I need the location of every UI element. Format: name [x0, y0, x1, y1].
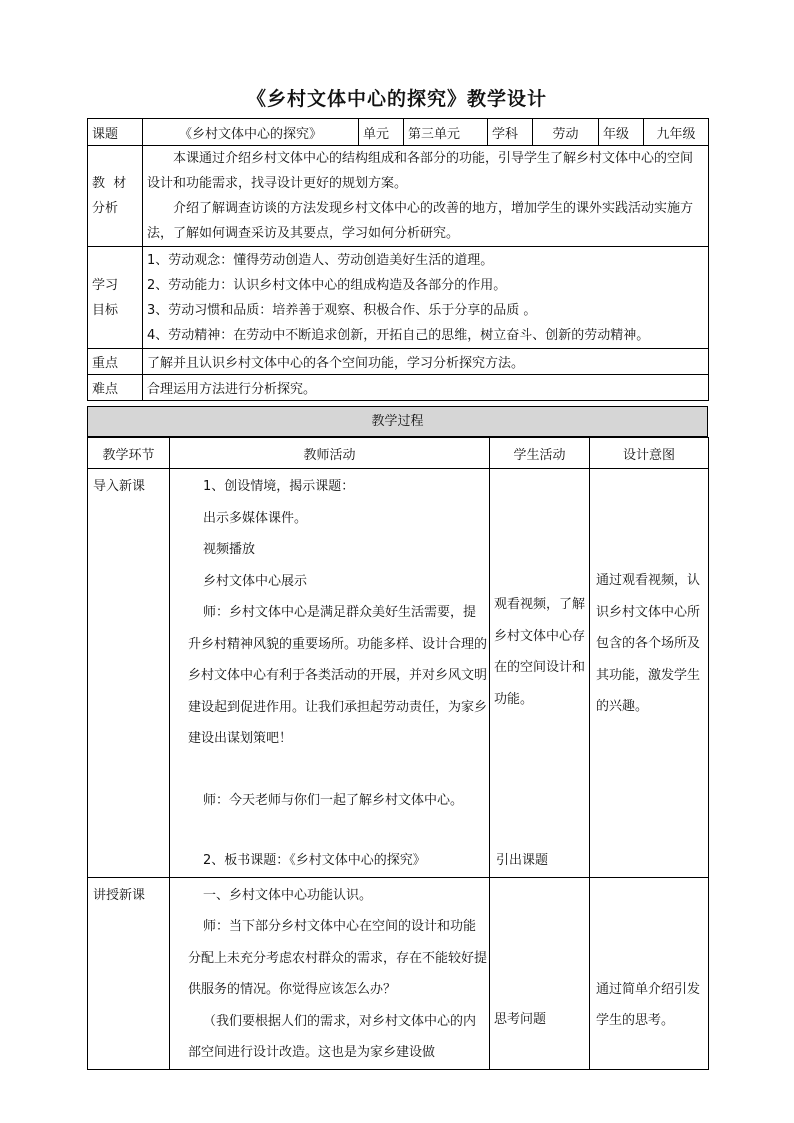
teacher-line: 出示多媒体课件。 — [203, 510, 308, 526]
goal-item: 3、劳动习惯和品质：培养善于观察、积极合作、乐于分享的品质 。 — [147, 302, 537, 318]
analysis-row — [88, 146, 709, 247]
topic-row — [88, 119, 709, 146]
process-header-row — [88, 438, 709, 469]
teacher-line: 一、乡村文体中心功能认识。 — [203, 887, 373, 903]
goals-label — [88, 247, 143, 349]
teacher-line: 1、创设情境，揭示课题： — [203, 479, 355, 494]
student-activity-lecture — [490, 877, 590, 1069]
stage-intro: 导入新课 — [88, 469, 170, 878]
student-activity-intro — [490, 469, 590, 878]
col-teacher-header: 教师活动 — [170, 438, 490, 469]
design-intent-lecture — [590, 877, 709, 1069]
lesson-info-table — [87, 118, 709, 401]
teacher-line: 视频播放 — [203, 542, 256, 557]
design-intent-text: 通过观看视频，认识乡村文体中心所包含的各个场所及其功能，激发学生的兴趣。 — [596, 573, 701, 714]
teacher-activity-lecture — [170, 877, 490, 1069]
topic-value: 《乡村文体中心的探究》 — [143, 119, 359, 146]
teacher-line: 师：今天老师与你们一起了解乡村文体中心。 — [203, 792, 464, 808]
difficulty-value: 合理运用方法进行分析探究。 — [143, 375, 709, 401]
teaching-process-table — [87, 437, 709, 1070]
col-intent-header: 设计意图 — [590, 438, 709, 469]
teacher-activity-intro — [170, 469, 490, 878]
analysis-label-line-1: 教 材 — [92, 176, 127, 191]
teacher-line: 2、板书课题：《乡村文体中心的探究》 — [203, 853, 426, 868]
student-activity-text: 观看视频，了解乡村文体中心存在的空间设计和功能。 — [494, 597, 586, 707]
unit-value: 第三单元 — [404, 119, 488, 146]
goals-label-line-2: 目标 — [92, 302, 119, 318]
teacher-paragraph: （我们要根据人们的需求，对乡村文体中心的内部空间进行设计改造。这也是为家乡建设做 — [188, 1013, 477, 1060]
process-row-intro — [88, 469, 709, 878]
grade-label: 年级 — [599, 119, 644, 146]
teacher-paragraph: 师：乡村文体中心是满足群众美好生活需要，提升乡村精神风貌的重要场所。功能多样、设计合理的乡村文体中心有利于各类活动的开展，并对乡风文明建设起到促进作用。让我们承担起劳动责任，为家乡建设出谋划策吧！ — [188, 605, 488, 746]
topic-label: 课题 — [88, 119, 143, 146]
teacher-line: 乡村文体中心展示 — [203, 573, 308, 589]
key-point-label: 重点 — [88, 349, 143, 375]
key-point-value: 了解并且认识乡村文体中心的各个空间功能，学习分析探究方法。 — [143, 349, 709, 375]
goal-item: 2、劳动能力：认识乡村文体中心的组成构造及各部分的作用。 — [147, 277, 507, 293]
subject-label: 学科 — [488, 119, 533, 146]
unit-label: 单元 — [359, 119, 404, 146]
analysis-paragraph-1: 本课通过介绍乡村文体中心的结构组成和各部分的功能，引导学生了解乡村文体中心的空间设计和功能需求，找寻设计更好的规划方案。 — [147, 151, 694, 191]
design-intent-intro — [590, 469, 709, 878]
grade-value: 九年级 — [644, 119, 709, 146]
difficulty-label: 难点 — [88, 375, 143, 401]
col-stage-header: 教学环节 — [88, 438, 170, 469]
goals-row — [88, 247, 709, 349]
teaching-process-heading: 教学过程 — [87, 406, 708, 437]
goal-item: 1、劳动观念：懂得劳动创造人、劳动创造美好生活的道理。 — [147, 252, 494, 268]
analysis-paragraph-2: 介绍了解调查访谈的方法发现乡村文体中心的改善的地方，增加学生的课外实践活动实施方法，了解如何调查采访及其要点，学习如何分析研究。 — [147, 201, 694, 241]
goals-label-line-1: 学习 — [92, 277, 119, 293]
goal-item: 4、劳动精神：在劳动中不断追求创新，开拓自己的思维，树立奋斗、创新的劳动精神。 — [147, 327, 650, 343]
design-intent-text: 通过简单介绍引发学生的思考。 — [596, 981, 701, 1028]
subject-value: 劳动 — [533, 119, 599, 146]
difficulty-row — [88, 375, 709, 401]
student-activity-text-2: 引出课题 — [496, 853, 549, 868]
document-title: 《乡村文体中心的探究》教学设计 — [246, 88, 547, 110]
analysis-content — [143, 146, 709, 247]
analysis-label-line-2: 分析 — [92, 201, 119, 216]
key-point-row — [88, 349, 709, 375]
goals-content — [143, 247, 709, 349]
teacher-paragraph: 师：当下部分乡村文体中心在空间的设计和功能分配上未充分考虑农村群众的需求，存在不能较好提供服务的情况。你觉得应该怎么办？ — [188, 919, 488, 997]
stage-lecture: 讲授新课 — [88, 877, 170, 1069]
col-student-header: 学生活动 — [490, 438, 590, 469]
student-activity-text: 思考问题 — [494, 1011, 547, 1027]
analysis-label — [88, 146, 143, 247]
process-row-lecture — [88, 877, 709, 1069]
